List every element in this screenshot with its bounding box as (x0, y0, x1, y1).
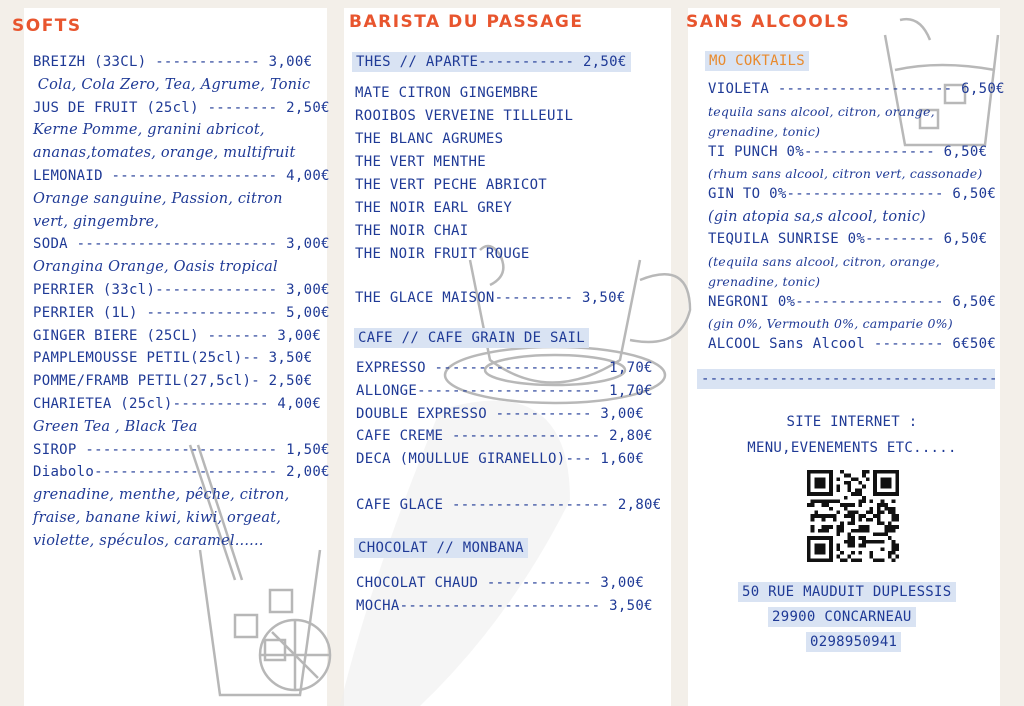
mocktail-item: TI PUNCH 0%--------------- 6,50€ (708, 143, 988, 160)
softs-item: Kerne Pomme, granini abricot, (33, 122, 265, 139)
cafe-item: DOUBLE EXPRESSO ----------- 3,00€ (356, 405, 645, 422)
the-item: MATE CITRON GINGEMBRE (355, 85, 539, 101)
mocktail-item: (tequila sans alcool, citron, orange, (708, 253, 940, 269)
cafe-item: DECA (MOULLUE GIRANELLO)--- 1,60€ (356, 451, 645, 468)
the-item: THE VERT MENTHE (355, 154, 486, 170)
mocktail-item: NEGRONI 0%----------------- 6,50€ (708, 293, 997, 310)
softs-item: JUS DE FRUIT (25cl) -------- 2,50€ (33, 99, 330, 116)
the-item: THE NOIR FRUIT ROUGE (355, 246, 530, 262)
softs-item: vert, gingembre, (33, 213, 160, 230)
the-item: THE NOIR EARL GREY (355, 200, 513, 216)
softs-item: POMME/FRAMB PETIL(27,5cl)- 2,50€ (33, 373, 313, 390)
address-city: 29900 CONCARNEAU (768, 607, 916, 627)
cafe-item: ALLONGE--------------------- 1,70€ (356, 382, 653, 399)
address-street: 50 RUE MAUDUIT DUPLESSIS (738, 582, 956, 602)
cafe-header: CAFE // CAFE GRAIN DE SAIL (354, 328, 589, 348)
chocolat-item: MOCHA----------------------- 3,50€ (356, 597, 653, 614)
qr-code[interactable] (807, 470, 899, 562)
softs-item: grenadine, menthe, pêche, citron, (33, 487, 290, 504)
softs-item: GINGER BIERE (25CL) ------- 3,00€ (33, 327, 322, 344)
softs-item: PERRIER (1L) --------------- 5,00€ (33, 304, 330, 321)
mocktail-item: VIOLETA -------------------- 6,50€ (708, 81, 1005, 97)
softs-item: BREIZH (33CL) ------------ 3,00€ (33, 54, 313, 70)
softs-item: LEMONAID ------------------- 4,00€ (33, 168, 330, 184)
mocktail-item: (rhum sans alcool, citron vert, cassonade) (708, 166, 983, 181)
cafe-item: EXPRESSO ------------------- 1,70€ (356, 360, 653, 376)
softs-item: violette, spéculos, caramel...... (33, 532, 264, 549)
site-internet-details: MENU,EVENEMENTS ETC..... (747, 440, 957, 456)
mocktail-item: grenadine, tonic) (708, 123, 821, 139)
the-glace-item: THE GLACE MAISON--------- 3,50€ (355, 290, 626, 306)
softs-item: PERRIER (33cl)-------------- 3,00€ (33, 282, 330, 298)
softs-item: ananas,tomates, orange, multifruit (33, 145, 296, 162)
cafe-item: CAFE CREME ----------------- 2,80€ (356, 428, 653, 445)
section-divider: ---------------------------------- (697, 369, 995, 389)
softs-item: fraise, banane kiwi, kiwi, orgeat, (33, 510, 282, 526)
softs-item: Green Tea , Black Tea (33, 418, 198, 435)
softs-item: Orangina Orange, Oasis tropical (33, 259, 278, 276)
mocktail-item: (gin 0%, Vermouth 0%, camparie 0%) (708, 316, 953, 331)
the-item: ROOIBOS VERVEINE TILLEUIL (355, 108, 574, 124)
cafe-glace-item: CAFE GLACE ------------------ 2,80€ (356, 497, 662, 513)
mocktail-item: tequila sans alcool, citron, orange, (708, 103, 935, 119)
softs-item: Orange sanguine, Passion, citron (33, 190, 283, 207)
mocktails-header: MO COKTAILS (705, 51, 809, 71)
softs-item: CHARIETEA (25cl)----------- 4,00€ (33, 396, 322, 412)
the-item: THE VERT PECHE ABRICOT (355, 177, 548, 193)
sans-alcools-title: SANS ALCOOLS (686, 12, 851, 32)
site-internet-label: SITE INTERNET : (786, 414, 918, 430)
softs-item: PAMPLEMOUSSE PETIL(25cl)-- 3,50€ (33, 350, 313, 367)
softs-item: SODA ----------------------- 3,00€ (33, 236, 330, 253)
mocktail-item: (gin atopia sa,s alcool, tonic) (708, 208, 926, 225)
mocktail-item: ALCOOL Sans Alcool -------- 6€50€ (708, 336, 997, 352)
softs-item: SIROP ---------------------- 1,50€ (33, 441, 330, 458)
chocolat-item: CHOCOLAT CHAUD ------------ 3,00€ (356, 575, 645, 591)
mocktail-item: GIN TO 0%------------------ 6,50€ (708, 186, 997, 202)
chocolat-header: CHOCOLAT // MONBANA (354, 538, 528, 558)
thes-header: THES // APARTE----------- 2,50€ (352, 52, 631, 72)
softs-item: Diabolo--------------------- 2,00€ (33, 464, 330, 481)
softs-item: Cola, Cola Zero, Tea, Agrume, Tonic (33, 76, 311, 93)
mocktail-item: grenadine, tonic) (708, 273, 821, 289)
the-item: THE NOIR CHAI (355, 223, 469, 239)
softs-title: SOFTS (12, 16, 82, 36)
the-item: THE BLANC AGRUMES (355, 131, 504, 147)
phone-number: 0298950941 (806, 632, 901, 652)
mocktail-item: TEQUILA SUNRISE 0%-------- 6,50€ (708, 231, 988, 247)
barista-title: BARISTA DU PASSAGE (349, 12, 584, 32)
